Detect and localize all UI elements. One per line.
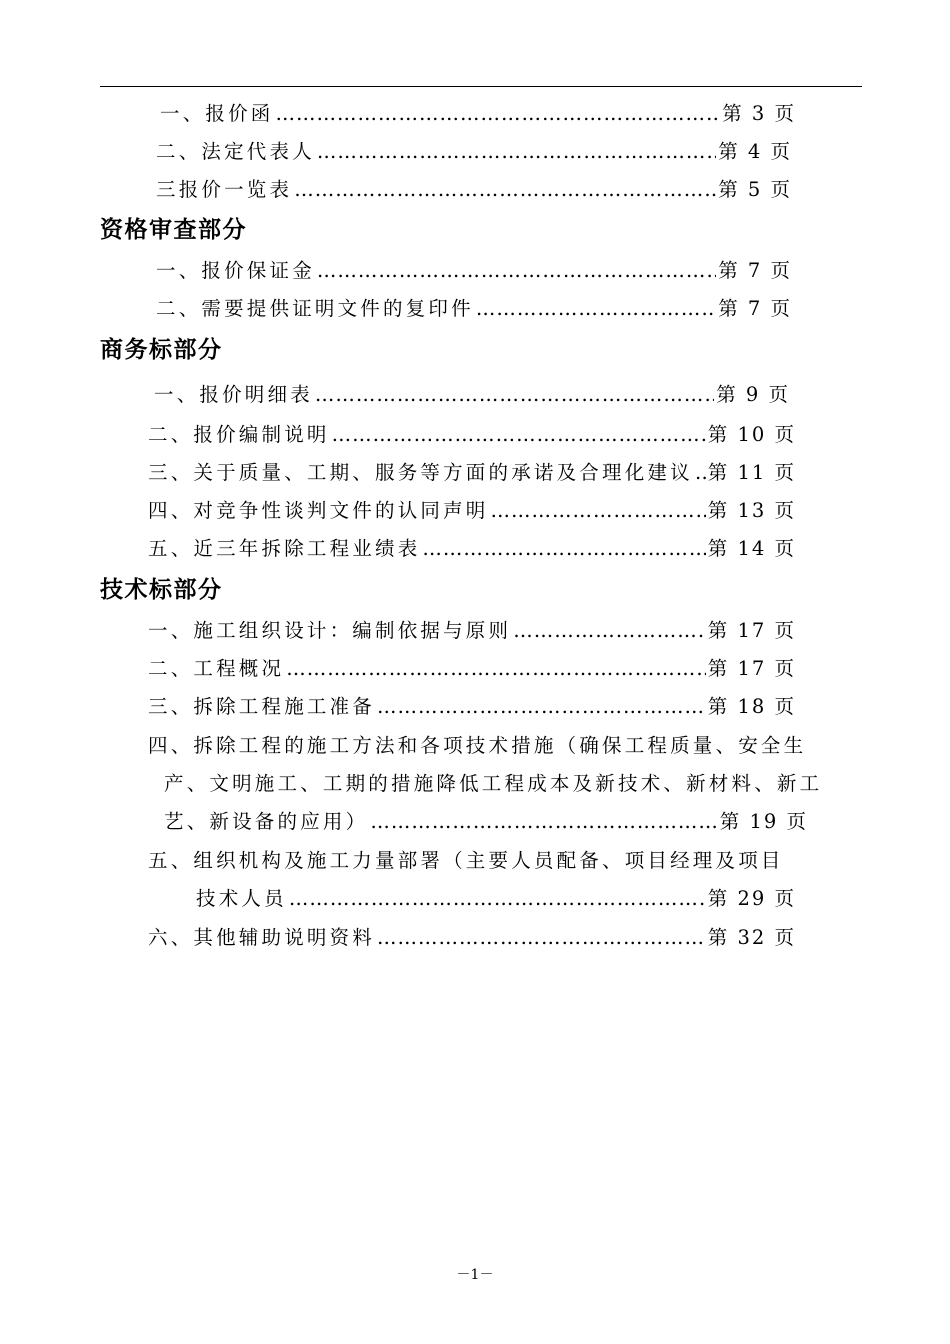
toc-entry[interactable] (196, 884, 796, 914)
toc-page-number: 第 7 页 (718, 297, 792, 320)
header-rule (100, 86, 862, 87)
toc-label-line: 五、组织机构及施工力量部署（主要人员配备、项目经理及项目 (148, 849, 784, 872)
toc-page-number: 第 17 页 (707, 657, 796, 680)
leader-dots (370, 807, 717, 837)
toc-entry[interactable] (148, 534, 796, 564)
toc-page-number: 第 17 页 (707, 619, 796, 642)
toc-label: 二、报价编制说明 (148, 423, 330, 446)
toc-label: 艺、新设备的应用） (164, 810, 369, 833)
toc-page-number: 第 19 页 (719, 810, 808, 833)
toc-label: 六、其他辅助说明资料 (148, 926, 376, 949)
leader-dots (476, 294, 716, 324)
toc-label-line: 产、文明施工、工期的措施降低工程成本及新技术、新材料、新工 (164, 772, 823, 795)
leader-dots (513, 616, 706, 646)
section-heading: 商务标部分 (100, 337, 223, 363)
leader-dots (289, 884, 706, 914)
toc-entry[interactable] (160, 99, 796, 129)
toc-page-number: 第 3 页 (722, 102, 796, 125)
leader-dots (294, 175, 716, 205)
leader-dots (276, 99, 721, 129)
toc-entry[interactable] (156, 137, 792, 167)
leader-dots (317, 137, 716, 167)
toc-label: 一、报价函 (160, 102, 274, 125)
section-heading: 资格审查部分 (100, 217, 247, 243)
toc-entry[interactable] (156, 175, 792, 205)
toc-label: 一、施工组织设计：编制依据与原则 (148, 619, 512, 642)
toc-page-number: 第 9 页 (716, 383, 790, 406)
toc-label-line: 四、拆除工程的施工方法和各项技术措施（确保工程质量、安全生 (148, 734, 807, 757)
toc-page-number: 第 11 页 (707, 461, 796, 484)
toc-page-number: 第 18 页 (707, 695, 796, 718)
leader-dots (332, 420, 706, 450)
section-heading: 技术标部分 (100, 577, 223, 603)
toc-entry[interactable] (156, 256, 792, 286)
toc-page-number: 第 32 页 (707, 926, 796, 949)
toc-page-number: 第 14 页 (707, 537, 796, 560)
toc-page-number: 第 7 页 (718, 259, 792, 282)
toc-label: 三、关于质量、工期、服务等方面的承诺及合理化建议 (148, 461, 693, 484)
toc-page-number: 第 4 页 (718, 140, 792, 163)
toc-label: 五、近三年拆除工程业绩表 (148, 537, 421, 560)
toc-entry[interactable] (148, 616, 796, 646)
toc-entry[interactable] (156, 294, 792, 324)
toc-entry[interactable] (154, 380, 790, 410)
leader-dots (422, 534, 705, 564)
toc-label: 一、报价明细表 (154, 383, 313, 406)
leader-dots (315, 380, 714, 410)
toc-entry[interactable] (148, 654, 796, 684)
toc-label: 二、法定代表人 (156, 140, 315, 163)
toc-label: 三、拆除工程施工准备 (148, 695, 376, 718)
toc-entry[interactable] (148, 496, 796, 526)
leader-dots (491, 496, 706, 526)
toc-label: 二、需要提供证明文件的复印件 (156, 297, 474, 320)
toc-page-number: 第 13 页 (707, 499, 796, 522)
toc-entry[interactable] (148, 420, 796, 450)
toc-entry[interactable] (164, 807, 808, 837)
toc-label: 四、对竞争性谈判文件的认同声明 (148, 499, 489, 522)
leader-dots (377, 692, 706, 722)
toc-entry[interactable] (148, 692, 796, 722)
page-footer-number: －1－ (456, 1267, 494, 1283)
toc-entry[interactable] (148, 458, 796, 488)
toc-page-number: 第 10 页 (707, 423, 796, 446)
toc-label: 一、报价保证金 (156, 259, 315, 282)
toc-label: 二、工程概况 (148, 657, 285, 680)
toc-page-number: 第 5 页 (718, 178, 792, 201)
toc-label: 技术人员 (196, 887, 287, 910)
toc-label: 三报价一览表 (156, 178, 293, 201)
leader-dots (695, 458, 706, 488)
toc-page-number: 第 29 页 (707, 887, 796, 910)
leader-dots (377, 923, 706, 953)
leader-dots (317, 256, 716, 286)
leader-dots (286, 654, 706, 684)
toc-entry[interactable] (148, 923, 796, 953)
